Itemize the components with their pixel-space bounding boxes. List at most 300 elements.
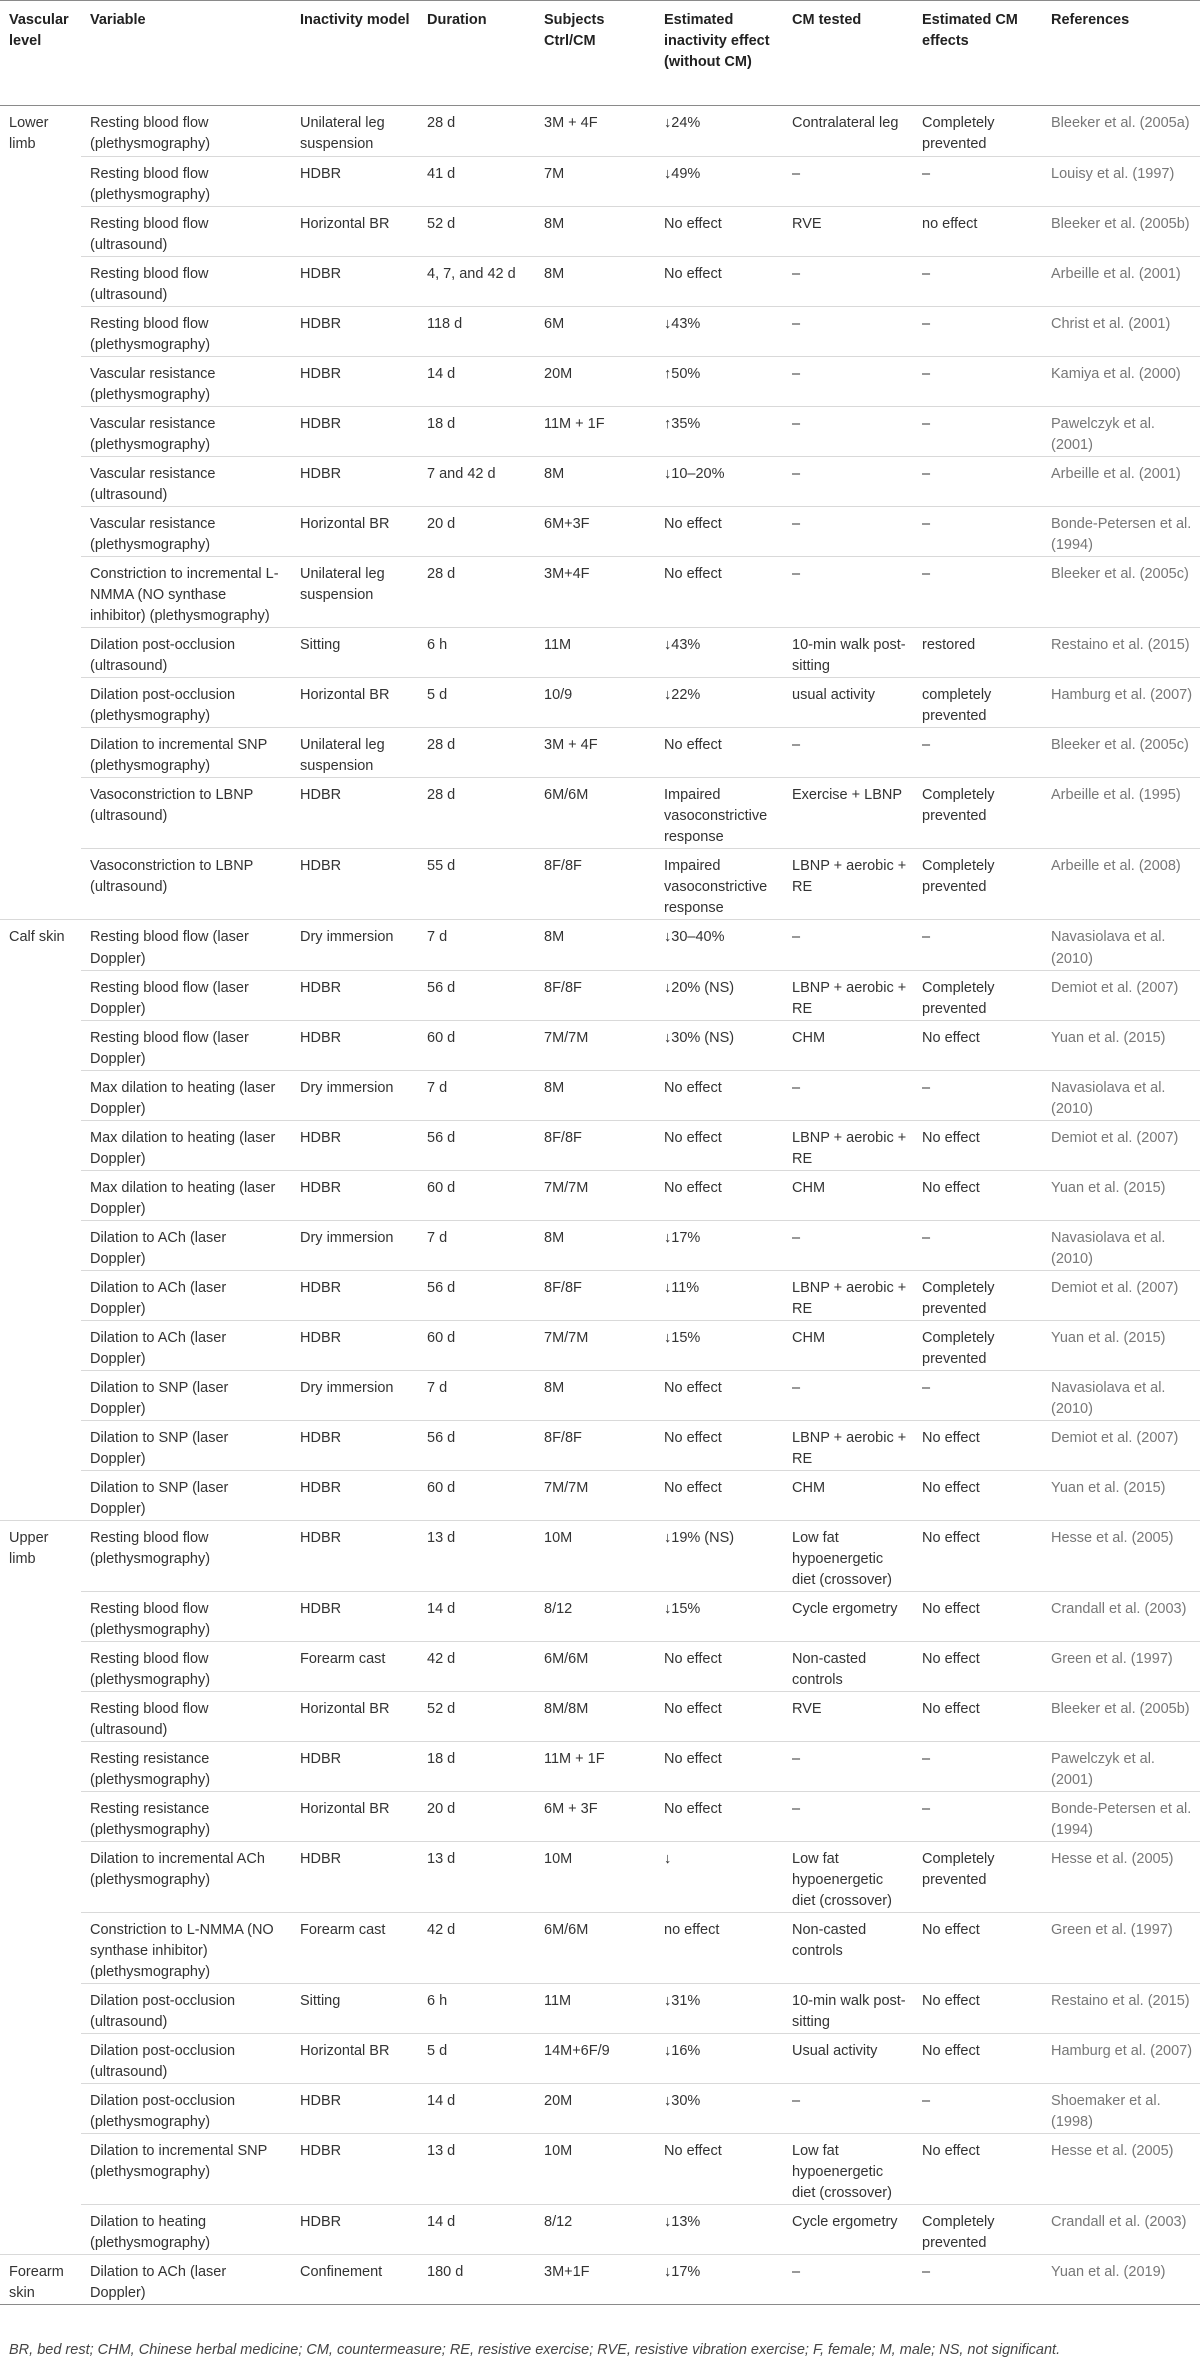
cm-tested-cell: LBNP + aerobic + RE	[783, 1270, 913, 1320]
variable-cell: Resting blood flow (ultrasound)	[81, 207, 291, 257]
reference-cell: Bleeker et al. (2005c)	[1042, 557, 1200, 628]
table-row	[0, 407, 1200, 457]
cm-effect-cell: Completely prevented	[913, 1270, 1042, 1320]
variable-cell: Resting blood flow (plethysmography)	[81, 307, 291, 357]
table-row	[0, 2255, 1200, 2305]
inactivity-effect-cell: ↓15%	[655, 1320, 783, 1370]
table-row	[0, 1842, 1200, 1913]
table-row	[0, 2205, 1200, 2255]
table-row	[0, 728, 1200, 778]
inactivity-effect-cell: ↓	[655, 1842, 783, 1913]
table-row	[0, 1742, 1200, 1792]
variable-cell: Resting blood flow (plethysmography)	[81, 106, 291, 157]
cm-tested-cell: –	[783, 457, 913, 507]
cm-tested-cell: Usual activity	[783, 2034, 913, 2084]
column-header: Variable	[81, 1, 291, 106]
reference-cell: Christ et al. (2001)	[1042, 307, 1200, 357]
inactivity-model-cell: HDBR	[291, 1520, 418, 1591]
inactivity-effect-cell: ↓43%	[655, 307, 783, 357]
cm-effect-cell: No effect	[913, 1170, 1042, 1220]
inactivity-model-cell: HDBR	[291, 1591, 418, 1641]
column-header: References	[1042, 1, 1200, 106]
subjects-cell: 8F/8F	[535, 849, 655, 920]
subjects-cell: 6M	[535, 307, 655, 357]
variable-cell: Max dilation to heating (laser Doppler)	[81, 1170, 291, 1220]
variable-cell: Constriction to L-NMMA (NO synthase inhibitor) (plethysmography)	[81, 1913, 291, 1984]
variable-cell: Constriction to incremental L-NMMA (NO synthase inhibitor) (plethysmography)	[81, 557, 291, 628]
duration-cell: 5 d	[418, 2034, 535, 2084]
cm-tested-cell: –	[783, 257, 913, 307]
cm-tested-cell: CHM	[783, 1320, 913, 1370]
variable-cell: Dilation post-occlusion (ultrasound)	[81, 628, 291, 678]
subjects-cell: 7M/7M	[535, 1470, 655, 1520]
duration-cell: 13 d	[418, 2134, 535, 2205]
vascular-level-spacer	[0, 2034, 81, 2084]
reference-cell: Louisy et al. (1997)	[1042, 157, 1200, 207]
duration-cell: 20 d	[418, 1792, 535, 1842]
vascular-level-cell: Forearm skin	[0, 2255, 81, 2305]
reference-cell: Arbeille et al. (2001)	[1042, 457, 1200, 507]
cm-tested-cell: –	[783, 507, 913, 557]
inactivity-effect-cell: ↓17%	[655, 1220, 783, 1270]
inactivity-effect-cell: No effect	[655, 1420, 783, 1470]
cm-effect-cell: –	[913, 920, 1042, 970]
variable-cell: Resting blood flow (laser Doppler)	[81, 920, 291, 970]
duration-cell: 52 d	[418, 207, 535, 257]
table-row	[0, 1984, 1200, 2034]
reference-cell: Arbeille et al. (2001)	[1042, 257, 1200, 307]
cm-tested-cell: –	[783, 1370, 913, 1420]
variable-cell: Resting blood flow (plethysmography)	[81, 1641, 291, 1691]
cm-effect-cell: Completely prevented	[913, 970, 1042, 1020]
cm-effect-cell: restored	[913, 628, 1042, 678]
cm-effect-cell: Completely prevented	[913, 849, 1042, 920]
cm-effect-cell: –	[913, 507, 1042, 557]
inactivity-model-cell: HDBR	[291, 1742, 418, 1792]
variable-cell: Vascular resistance (plethysmography)	[81, 357, 291, 407]
inactivity-effect-cell: no effect	[655, 1913, 783, 1984]
duration-cell: 4, 7, and 42 d	[418, 257, 535, 307]
duration-cell: 42 d	[418, 1913, 535, 1984]
column-header: Estimated CM effects	[913, 1, 1042, 106]
table-row	[0, 1470, 1200, 1520]
inactivity-model-cell: HDBR	[291, 1020, 418, 1070]
cm-effect-cell: No effect	[913, 1420, 1042, 1470]
column-header: Duration	[418, 1, 535, 106]
inactivity-effect-cell: No effect	[655, 507, 783, 557]
inactivity-model-cell: Forearm cast	[291, 1913, 418, 1984]
inactivity-model-cell: Dry immersion	[291, 1370, 418, 1420]
variable-cell: Dilation to ACh (laser Doppler)	[81, 1320, 291, 1370]
inactivity-effect-cell: ↑35%	[655, 407, 783, 457]
reference-cell: Demiot et al. (2007)	[1042, 1120, 1200, 1170]
cm-tested-cell: –	[783, 2255, 913, 2305]
variable-cell: Vasoconstriction to LBNP (ultrasound)	[81, 849, 291, 920]
inactivity-model-cell: HDBR	[291, 2084, 418, 2134]
variable-cell: Resting blood flow (ultrasound)	[81, 257, 291, 307]
inactivity-effect-cell: No effect	[655, 1742, 783, 1792]
reference-cell: Demiot et al. (2007)	[1042, 1270, 1200, 1320]
duration-cell: 28 d	[418, 106, 535, 157]
inactivity-effect-cell: No effect	[655, 257, 783, 307]
cm-tested-cell: CHM	[783, 1020, 913, 1070]
cm-effect-cell: –	[913, 2084, 1042, 2134]
cm-effect-cell: No effect	[913, 2134, 1042, 2205]
table-row	[0, 628, 1200, 678]
inactivity-effect-cell: ↓22%	[655, 678, 783, 728]
table-row	[0, 1520, 1200, 1591]
cm-tested-cell: usual activity	[783, 678, 913, 728]
reference-cell: Bleeker et al. (2005b)	[1042, 207, 1200, 257]
table-body	[0, 106, 1200, 2305]
inactivity-model-cell: Unilateral leg suspension	[291, 106, 418, 157]
cm-effect-cell: –	[913, 457, 1042, 507]
table-footnote: BR, bed rest; CHM, Chinese herbal medicine; CM, countermeasure; RE, resistive exercise; RVE, resistive vibration exercise; F, female; M, male; NS, not significant.	[9, 2342, 1061, 2358]
cm-tested-cell: –	[783, 1070, 913, 1120]
table-row	[0, 106, 1200, 157]
inactivity-model-cell: HDBR	[291, 457, 418, 507]
table-header	[0, 1, 1200, 106]
vascular-level-spacer	[0, 1913, 81, 1984]
inactivity-model-cell: Dry immersion	[291, 1070, 418, 1120]
cm-tested-cell: LBNP + aerobic + RE	[783, 1120, 913, 1170]
reference-cell: Kamiya et al. (2000)	[1042, 357, 1200, 407]
reference-cell: Navasiolava et al. (2010)	[1042, 1370, 1200, 1420]
vascular-level-spacer	[0, 1370, 81, 1420]
subjects-cell: 11M + 1F	[535, 1742, 655, 1792]
variable-cell: Resting resistance (plethysmography)	[81, 1742, 291, 1792]
inactivity-effect-cell: ↓20% (NS)	[655, 970, 783, 1020]
cm-tested-cell: Low fat hypoenergetic diet (crossover)	[783, 2134, 913, 2205]
table-row	[0, 1792, 1200, 1842]
duration-cell: 13 d	[418, 1520, 535, 1591]
vascular-level-spacer	[0, 628, 81, 678]
subjects-cell: 7M/7M	[535, 1170, 655, 1220]
inactivity-effect-cell: ↓24%	[655, 106, 783, 157]
cm-effect-cell: –	[913, 257, 1042, 307]
inactivity-model-cell: HDBR	[291, 2205, 418, 2255]
table-row	[0, 1220, 1200, 1270]
inactivity-model-cell: Horizontal BR	[291, 207, 418, 257]
subjects-cell: 8M	[535, 1370, 655, 1420]
reference-cell: Demiot et al. (2007)	[1042, 970, 1200, 1020]
table-row	[0, 1120, 1200, 1170]
inactivity-model-cell: Horizontal BR	[291, 1792, 418, 1842]
vascular-level-spacer	[0, 257, 81, 307]
variable-cell: Dilation post-occlusion (ultrasound)	[81, 2034, 291, 2084]
subjects-cell: 6M/6M	[535, 1913, 655, 1984]
cm-tested-cell: Non-casted controls	[783, 1913, 913, 1984]
subjects-cell: 20M	[535, 2084, 655, 2134]
table-row	[0, 1020, 1200, 1070]
duration-cell: 60 d	[418, 1020, 535, 1070]
vascular-level-cell: Calf skin	[0, 920, 81, 970]
inactivity-effect-cell: No effect	[655, 207, 783, 257]
reference-cell: Green et al. (1997)	[1042, 1913, 1200, 1984]
subjects-cell: 3M + 4F	[535, 728, 655, 778]
inactivity-effect-cell: No effect	[655, 1691, 783, 1741]
duration-cell: 60 d	[418, 1170, 535, 1220]
reference-cell: Restaino et al. (2015)	[1042, 628, 1200, 678]
vascular-level-spacer	[0, 678, 81, 728]
inactivity-model-cell: HDBR	[291, 1170, 418, 1220]
reference-cell: Bonde-Petersen et al. (1994)	[1042, 507, 1200, 557]
reference-cell: Hamburg et al. (2007)	[1042, 678, 1200, 728]
cm-tested-cell: LBNP + aerobic + RE	[783, 1420, 913, 1470]
subjects-cell: 8F/8F	[535, 1270, 655, 1320]
cm-effect-cell: No effect	[913, 1591, 1042, 1641]
reference-cell: Navasiolava et al. (2010)	[1042, 1070, 1200, 1120]
subjects-cell: 6M + 3F	[535, 1792, 655, 1842]
inactivity-model-cell: HDBR	[291, 1320, 418, 1370]
duration-cell: 55 d	[418, 849, 535, 920]
reference-cell: Yuan et al. (2015)	[1042, 1470, 1200, 1520]
column-header: Estimated inactivity effect (without CM)	[655, 1, 783, 106]
cm-tested-cell: RVE	[783, 1691, 913, 1741]
vascular-level-spacer	[0, 1320, 81, 1370]
table-row	[0, 157, 1200, 207]
subjects-cell: 8M	[535, 1220, 655, 1270]
vascular-level-spacer	[0, 507, 81, 557]
cm-effect-cell: No effect	[913, 1691, 1042, 1741]
table-row	[0, 1070, 1200, 1120]
cm-effect-cell: No effect	[913, 1120, 1042, 1170]
reference-cell: Bleeker et al. (2005c)	[1042, 728, 1200, 778]
cm-tested-cell: –	[783, 357, 913, 407]
variable-cell: Dilation to incremental SNP (plethysmography)	[81, 2134, 291, 2205]
cm-tested-cell: Exercise + LBNP	[783, 778, 913, 849]
vascular-level-spacer	[0, 1842, 81, 1913]
duration-cell: 52 d	[418, 1691, 535, 1741]
cm-effect-cell: no effect	[913, 207, 1042, 257]
duration-cell: 56 d	[418, 970, 535, 1020]
table-row	[0, 2034, 1200, 2084]
inactivity-effect-cell: ↓30% (NS)	[655, 1020, 783, 1070]
duration-cell: 28 d	[418, 778, 535, 849]
inactivity-model-cell: HDBR	[291, 2134, 418, 2205]
inactivity-effect-cell: ↓15%	[655, 1591, 783, 1641]
cm-tested-cell: Cycle ergometry	[783, 2205, 913, 2255]
vascular-level-cell: Lower limb	[0, 106, 81, 157]
subjects-cell: 7M/7M	[535, 1020, 655, 1070]
duration-cell: 7 d	[418, 1220, 535, 1270]
reference-cell: Bleeker et al. (2005b)	[1042, 1691, 1200, 1741]
inactivity-effect-cell: No effect	[655, 1120, 783, 1170]
subjects-cell: 8F/8F	[535, 1120, 655, 1170]
variable-cell: Resting blood flow (plethysmography)	[81, 1591, 291, 1641]
inactivity-effect-cell: ↓43%	[655, 628, 783, 678]
vascular-level-spacer	[0, 1742, 81, 1792]
duration-cell: 14 d	[418, 1591, 535, 1641]
subjects-cell: 8/12	[535, 1591, 655, 1641]
vascular-level-spacer	[0, 1070, 81, 1120]
cm-effect-cell: –	[913, 728, 1042, 778]
table-row	[0, 1270, 1200, 1320]
subjects-cell: 7M	[535, 157, 655, 207]
inactivity-model-cell: HDBR	[291, 257, 418, 307]
duration-cell: 18 d	[418, 407, 535, 457]
subjects-cell: 11M + 1F	[535, 407, 655, 457]
inactivity-model-cell: Sitting	[291, 628, 418, 678]
cm-tested-cell: –	[783, 1742, 913, 1792]
subjects-cell: 7M/7M	[535, 1320, 655, 1370]
cm-tested-cell: CHM	[783, 1170, 913, 1220]
inactivity-effect-cell: No effect	[655, 728, 783, 778]
vascular-level-spacer	[0, 457, 81, 507]
inactivity-effect-cell: ↓19% (NS)	[655, 1520, 783, 1591]
vascular-level-spacer	[0, 407, 81, 457]
inactivity-effect-cell: ↓10–20%	[655, 457, 783, 507]
variable-cell: Dilation to incremental SNP (plethysmography)	[81, 728, 291, 778]
inactivity-effect-cell: ↓31%	[655, 1984, 783, 2034]
column-header: CM tested	[783, 1, 913, 106]
inactivity-effect-cell: ↓13%	[655, 2205, 783, 2255]
subjects-cell: 8M/8M	[535, 1691, 655, 1741]
subjects-cell: 10M	[535, 1842, 655, 1913]
reference-cell: Hesse et al. (2005)	[1042, 1842, 1200, 1913]
inactivity-model-cell: Sitting	[291, 1984, 418, 2034]
inactivity-model-cell: Dry immersion	[291, 1220, 418, 1270]
inactivity-model-cell: HDBR	[291, 1420, 418, 1470]
cm-effect-cell: –	[913, 2255, 1042, 2305]
table-row	[0, 2134, 1200, 2205]
inactivity-effect-cell: No effect	[655, 2134, 783, 2205]
inactivity-effect-cell: No effect	[655, 1470, 783, 1520]
duration-cell: 7 d	[418, 920, 535, 970]
reference-cell: Demiot et al. (2007)	[1042, 1420, 1200, 1470]
inactivity-effect-cell: ↓11%	[655, 1270, 783, 1320]
subjects-cell: 6M/6M	[535, 1641, 655, 1691]
cm-tested-cell: Low fat hypoenergetic diet (crossover)	[783, 1842, 913, 1913]
cm-tested-cell: RVE	[783, 207, 913, 257]
duration-cell: 6 h	[418, 628, 535, 678]
cm-tested-cell: LBNP + aerobic + RE	[783, 849, 913, 920]
subjects-cell: 10/9	[535, 678, 655, 728]
vascular-level-spacer	[0, 1220, 81, 1270]
inactivity-effect-cell: No effect	[655, 1641, 783, 1691]
table-row	[0, 357, 1200, 407]
reference-cell: Arbeille et al. (1995)	[1042, 778, 1200, 849]
inactivity-model-cell: HDBR	[291, 1842, 418, 1913]
cm-tested-cell: CHM	[783, 1470, 913, 1520]
reference-cell: Hesse et al. (2005)	[1042, 1520, 1200, 1591]
duration-cell: 5 d	[418, 678, 535, 728]
reference-cell: Arbeille et al. (2008)	[1042, 849, 1200, 920]
cm-effect-cell: –	[913, 1370, 1042, 1420]
variable-cell: Max dilation to heating (laser Doppler)	[81, 1070, 291, 1120]
vascular-level-cell: Upper limb	[0, 1520, 81, 1591]
cm-tested-cell: –	[783, 2084, 913, 2134]
duration-cell: 60 d	[418, 1320, 535, 1370]
subjects-cell: 3M + 4F	[535, 106, 655, 157]
cm-effect-cell: No effect	[913, 1470, 1042, 1520]
inactivity-model-cell: HDBR	[291, 157, 418, 207]
vascular-level-spacer	[0, 557, 81, 628]
cm-effect-cell: Completely prevented	[913, 2205, 1042, 2255]
subjects-cell: 8M	[535, 457, 655, 507]
inactivity-effect-cell: No effect	[655, 1370, 783, 1420]
vascular-level-spacer	[0, 2205, 81, 2255]
vascular-level-spacer	[0, 1170, 81, 1220]
inactivity-model-cell: Unilateral leg suspension	[291, 728, 418, 778]
inactivity-model-cell: Dry immersion	[291, 920, 418, 970]
duration-cell: 56 d	[418, 1120, 535, 1170]
vascular-level-spacer	[0, 1792, 81, 1842]
cm-effect-cell: –	[913, 307, 1042, 357]
inactivity-model-cell: HDBR	[291, 307, 418, 357]
cm-effect-cell: No effect	[913, 1020, 1042, 1070]
reference-cell: Shoemaker et al. (1998)	[1042, 2084, 1200, 2134]
inactivity-model-cell: HDBR	[291, 1120, 418, 1170]
subjects-cell: 20M	[535, 357, 655, 407]
reference-cell: Navasiolava et al. (2010)	[1042, 920, 1200, 970]
reference-cell: Pawelczyk et al. (2001)	[1042, 1742, 1200, 1792]
duration-cell: 7 and 42 d	[418, 457, 535, 507]
duration-cell: 42 d	[418, 1641, 535, 1691]
inactivity-model-cell: HDBR	[291, 1470, 418, 1520]
inactivity-effect-cell: No effect	[655, 557, 783, 628]
cm-effect-cell: Completely prevented	[913, 1842, 1042, 1913]
vascular-level-spacer	[0, 1691, 81, 1741]
table-row	[0, 1641, 1200, 1691]
variable-cell: Resting blood flow (ultrasound)	[81, 1691, 291, 1741]
variable-cell: Dilation to SNP (laser Doppler)	[81, 1420, 291, 1470]
cm-tested-cell: Non-casted controls	[783, 1641, 913, 1691]
inactivity-effect-cell: No effect	[655, 1170, 783, 1220]
cm-effect-cell: –	[913, 1220, 1042, 1270]
table-row	[0, 1320, 1200, 1370]
cm-effect-cell: Completely prevented	[913, 1320, 1042, 1370]
variable-cell: Dilation post-occlusion (ultrasound)	[81, 1984, 291, 2034]
duration-cell: 14 d	[418, 357, 535, 407]
table-row	[0, 1170, 1200, 1220]
subjects-cell: 10M	[535, 1520, 655, 1591]
inactivity-model-cell: Horizontal BR	[291, 2034, 418, 2084]
table-row	[0, 1913, 1200, 1984]
reference-cell: Yuan et al. (2015)	[1042, 1320, 1200, 1370]
inactivity-effect-cell: ↓30–40%	[655, 920, 783, 970]
variable-cell: Dilation to ACh (laser Doppler)	[81, 2255, 291, 2305]
cm-effect-cell: Completely prevented	[913, 778, 1042, 849]
duration-cell: 18 d	[418, 1742, 535, 1792]
variable-cell: Resting blood flow (plethysmography)	[81, 157, 291, 207]
variable-cell: Dilation post-occlusion (plethysmography)	[81, 2084, 291, 2134]
cm-tested-cell: Low fat hypoenergetic diet (crossover)	[783, 1520, 913, 1591]
cm-tested-cell: –	[783, 557, 913, 628]
cm-tested-cell: 10-min walk post-sitting	[783, 1984, 913, 2034]
variable-cell: Max dilation to heating (laser Doppler)	[81, 1120, 291, 1170]
table-row	[0, 1591, 1200, 1641]
subjects-cell: 8F/8F	[535, 970, 655, 1020]
cm-tested-cell: –	[783, 728, 913, 778]
inactivity-effect-cell: No effect	[655, 1070, 783, 1120]
reference-cell: Navasiolava et al. (2010)	[1042, 1220, 1200, 1270]
reference-cell: Crandall et al. (2003)	[1042, 1591, 1200, 1641]
cm-effect-cell: –	[913, 1070, 1042, 1120]
column-header: Inactivity model	[291, 1, 418, 106]
inactivity-effect-cell: ↓49%	[655, 157, 783, 207]
duration-cell: 28 d	[418, 557, 535, 628]
inactivity-model-cell: Horizontal BR	[291, 678, 418, 728]
cm-tested-cell: –	[783, 157, 913, 207]
cm-tested-cell: –	[783, 1220, 913, 1270]
vascular-level-spacer	[0, 1641, 81, 1691]
subjects-cell: 6M+3F	[535, 507, 655, 557]
table-row	[0, 1370, 1200, 1420]
reference-cell: Yuan et al. (2015)	[1042, 1170, 1200, 1220]
header-row	[0, 1, 1200, 106]
duration-cell: 20 d	[418, 507, 535, 557]
